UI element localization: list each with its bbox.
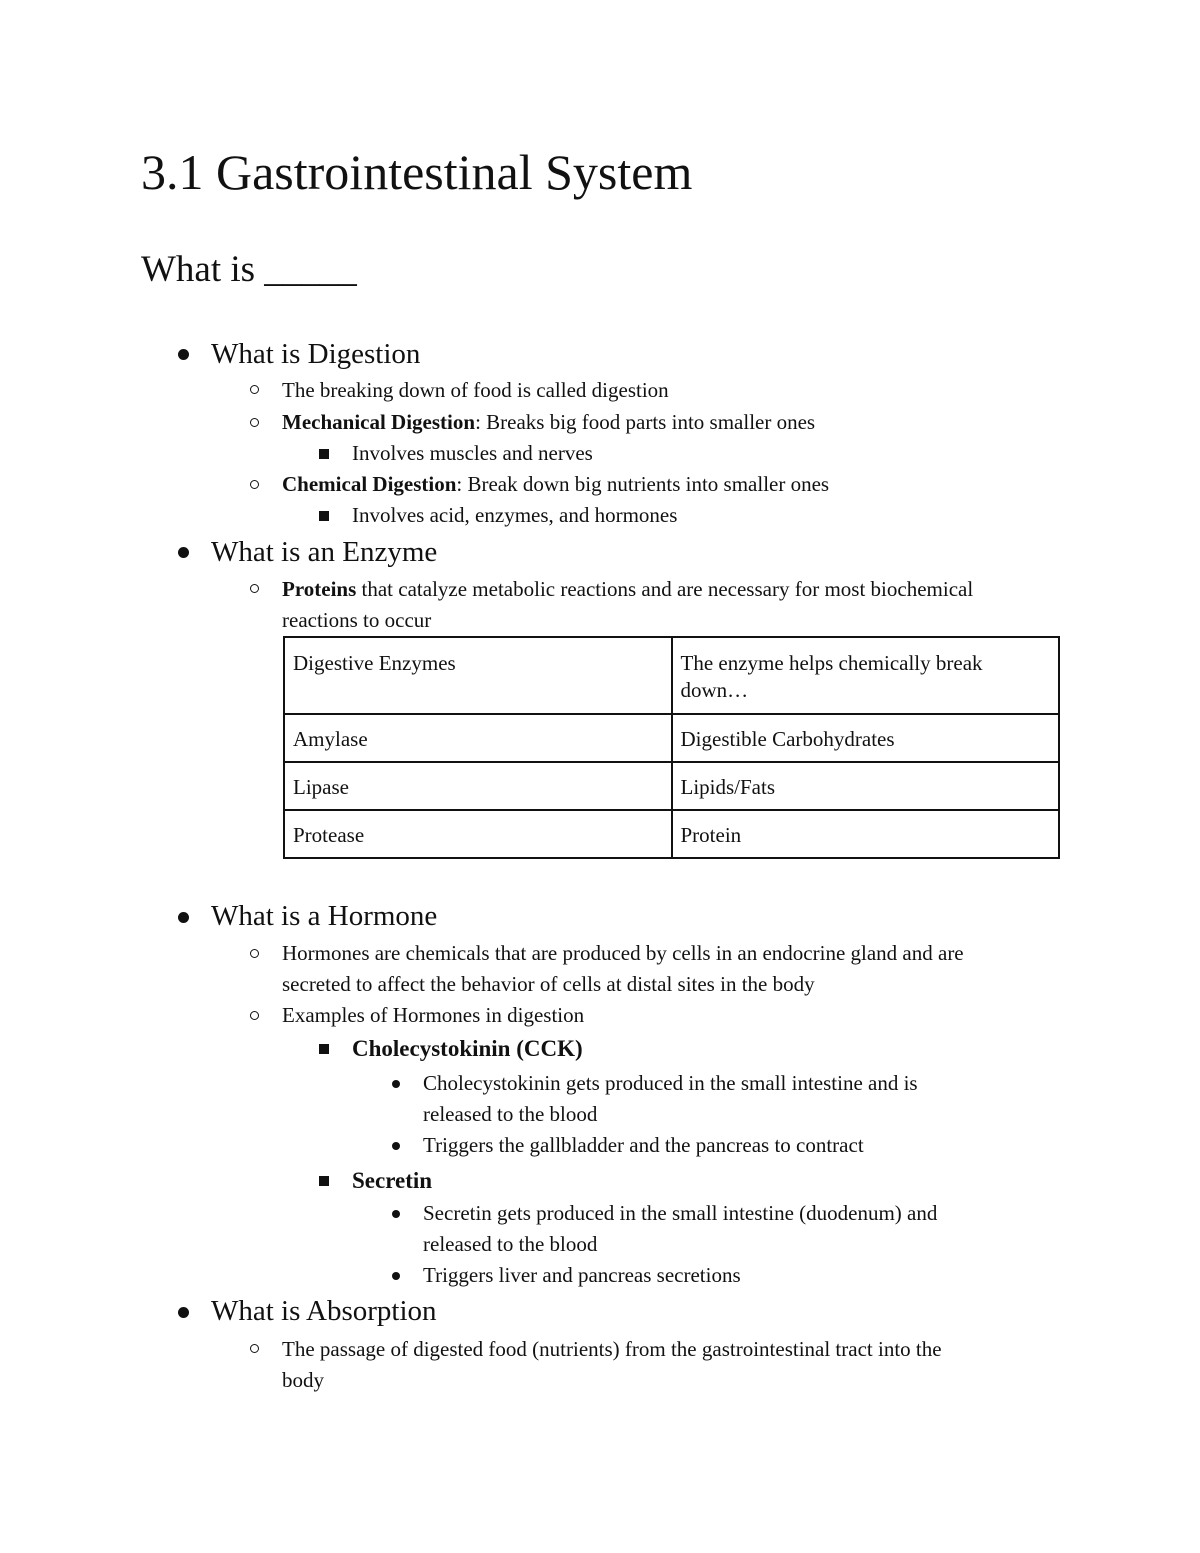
bullet-dot-icon (392, 1210, 400, 1218)
heading-digestion: What is Digestion (211, 338, 421, 370)
bullet-dot-icon (178, 1307, 189, 1318)
table-cell: Amylase (284, 714, 672, 762)
enzyme-definition (282, 574, 973, 605)
cck-point: Cholecystokinin gets produced in the small intestine and is (423, 1071, 918, 1095)
table-row (284, 762, 1059, 810)
section-subtitle: What is _____ (141, 249, 357, 290)
bullet-dot-icon (392, 1272, 400, 1280)
table-header-row (284, 637, 1059, 714)
hormone-definition: Hormones are chemicals that are produced by cells in an endocrine gland and are (282, 941, 964, 965)
mechanical-digestion (282, 407, 815, 438)
table-header-cell: Digestive Enzymes (284, 637, 672, 714)
bullet-circle-icon (250, 480, 259, 489)
bullet-square-icon (319, 1044, 329, 1054)
chemical-digestion (282, 469, 829, 500)
bullet-dot-icon (178, 349, 189, 360)
table-cell: Digestible Carbohydrates (672, 714, 1060, 762)
enzyme-definition-text: that catalyze metabolic reactions and are necessary for most biochemical (356, 577, 974, 601)
bullet-square-icon (319, 1176, 329, 1186)
secretin-point: Triggers liver and pancreas secretions (423, 1263, 741, 1287)
table-cell: Protein (672, 810, 1060, 858)
bullet-square-icon (319, 449, 329, 459)
heading-hormone: What is a Hormone (211, 900, 438, 932)
table-header-cell: The enzyme helps chemically break down… (672, 637, 1060, 714)
page-title: 3.1 Gastrointestinal System (141, 144, 693, 200)
hormone-cck (352, 1033, 583, 1064)
mechanical-digestion-text: : Breaks big food parts into smaller ones (475, 410, 816, 434)
bullet-dot-icon (392, 1080, 400, 1088)
bullet-dot-icon (392, 1142, 400, 1150)
cck-point: Triggers the gallbladder and the pancreas to contract (423, 1133, 864, 1157)
hormone-definition-cont: secreted to affect the behavior of cells at distal sites in the body (282, 972, 815, 996)
hormone-examples: Examples of Hormones in digestion (282, 1003, 585, 1027)
absorption-definition-cont: body (282, 1368, 324, 1392)
bullet-circle-icon (250, 1011, 259, 1020)
cck-point-cont: released to the blood (423, 1102, 598, 1126)
chemical-digestion-text: : Break down big nutrients into smaller ones (456, 472, 830, 496)
bullet-circle-icon (250, 949, 259, 958)
digestion-definition: The breaking down of food is called digestion (282, 378, 669, 402)
absorption-definition: The passage of digested food (nutrients) from the gastrointestinal tract into the (282, 1337, 942, 1361)
hormone-secretin (352, 1165, 432, 1196)
enzyme-definition-cont: reactions to occur (282, 608, 432, 632)
bullet-circle-icon (250, 1344, 259, 1353)
table-cell: Protease (284, 810, 672, 858)
bullet-circle-icon (250, 418, 259, 427)
table-cell: Lipase (284, 762, 672, 810)
secretin-point-cont: released to the blood (423, 1232, 598, 1256)
bullet-circle-icon (250, 385, 259, 394)
secretin-point: Secretin gets produced in the small intestine (duodenum) and (423, 1201, 938, 1225)
term-chemical-digestion: Chemical Digestion (282, 472, 457, 496)
bullet-dot-icon (178, 912, 189, 923)
chemical-digestion-detail: Involves acid, enzymes, and hormones (352, 503, 678, 527)
table-cell: Lipids/Fats (672, 762, 1060, 810)
bullet-circle-icon (250, 584, 259, 593)
digestive-enzymes-table (283, 636, 1060, 859)
term-cck: Cholecystokinin (CCK) (352, 1036, 583, 1061)
mechanical-digestion-detail: Involves muscles and nerves (352, 441, 593, 465)
table-row (284, 810, 1059, 858)
table-row (284, 714, 1059, 762)
heading-enzyme: What is an Enzyme (211, 536, 438, 568)
bullet-dot-icon (178, 547, 189, 558)
heading-absorption: What is Absorption (211, 1295, 437, 1327)
term-secretin: Secretin (352, 1168, 433, 1193)
term-mechanical-digestion: Mechanical Digestion (282, 410, 476, 434)
term-proteins: Proteins (282, 577, 357, 601)
bullet-square-icon (319, 511, 329, 521)
